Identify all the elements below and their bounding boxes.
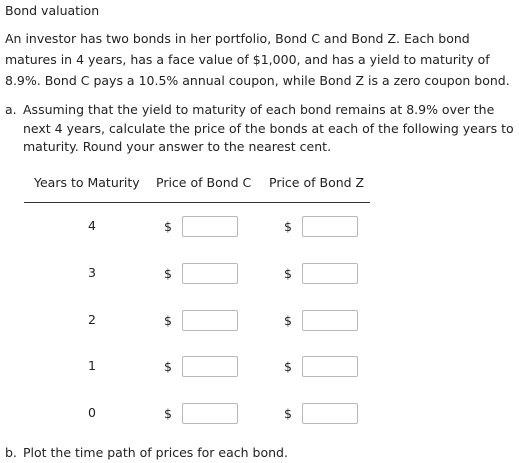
bond-z-price-input[interactable] [302, 263, 358, 284]
dollar-sign: $ [284, 219, 292, 234]
dollar-sign: $ [284, 406, 292, 421]
bond-c-price-input[interactable] [182, 403, 238, 424]
page-title: Bond valuation [5, 3, 100, 18]
header-price-bond-c: Price of Bond C [156, 175, 252, 190]
header-divider [24, 202, 370, 203]
bond-c-price-input[interactable] [182, 216, 238, 237]
bond-c-price-input[interactable] [182, 356, 238, 377]
part-b [5, 444, 288, 463]
bond-z-price-input[interactable] [302, 356, 358, 377]
part-b-letter: b. [5, 445, 17, 460]
years-cell: 4 [88, 218, 96, 233]
bond-c-price-input[interactable] [182, 263, 238, 284]
dollar-sign: $ [164, 266, 172, 281]
years-cell: 1 [88, 358, 96, 373]
years-cell: 3 [88, 265, 96, 280]
part-a-text: Assuming that the yield to maturity of each bond remains at 8.9% over the next 4 years, calculate the price of the bonds at each of the following years to maturity. Round your answer to the nearest cent. [23, 102, 514, 154]
part-a [5, 101, 517, 157]
bond-z-price-input[interactable] [302, 310, 358, 331]
dollar-sign: $ [284, 313, 292, 328]
dollar-sign: $ [284, 266, 292, 281]
years-cell: 2 [88, 312, 96, 327]
dollar-sign: $ [164, 313, 172, 328]
dollar-sign: $ [284, 359, 292, 374]
problem-intro: An investor has two bonds in her portfolio, Bond C and Bond Z. Each bond matures in 4 years, has a face value of $1,000, and has a yield to maturity of 8.9%. Bond C pays a 10.5% annual coupon, while Bond Z is a zero coupon bond. [5, 31, 510, 88]
header-price-bond-z: Price of Bond Z [269, 175, 365, 190]
part-b-text: Plot the time path of prices for each bond. [23, 445, 288, 460]
dollar-sign: $ [164, 406, 172, 421]
bond-z-price-input[interactable] [302, 216, 358, 237]
bond-z-price-input[interactable] [302, 403, 358, 424]
dollar-sign: $ [164, 219, 172, 234]
years-cell: 0 [88, 405, 96, 420]
header-years-to-maturity: Years to Maturity [34, 175, 140, 190]
bond-c-price-input[interactable] [182, 310, 238, 331]
part-a-letter: a. [5, 102, 17, 117]
dollar-sign: $ [164, 359, 172, 374]
